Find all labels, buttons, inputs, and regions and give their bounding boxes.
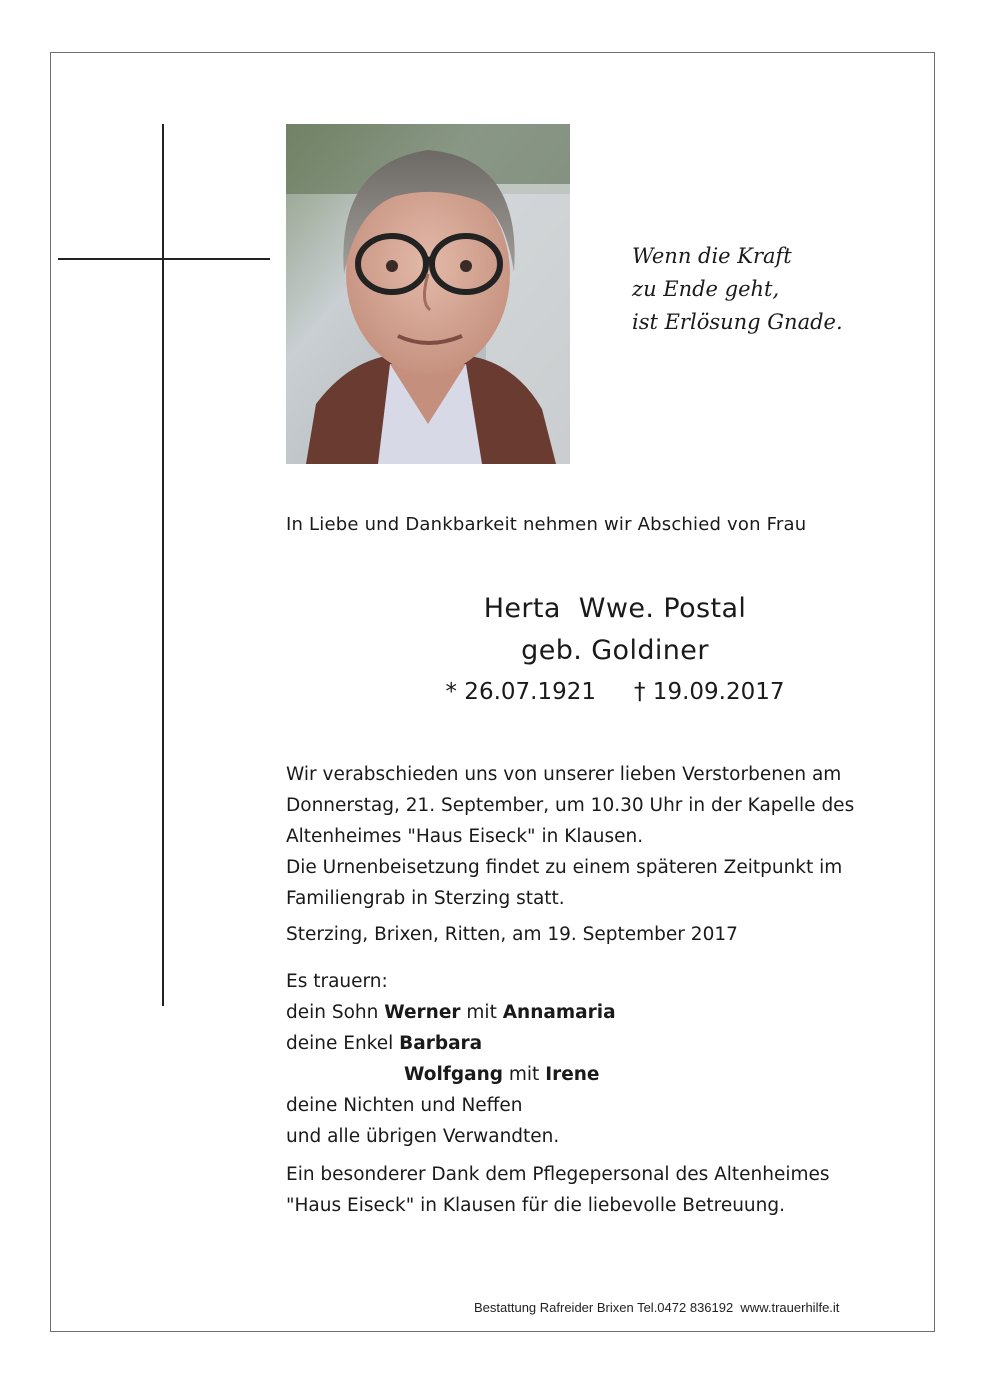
deceased-name: Herta Wwe. Postal bbox=[483, 593, 747, 624]
mourners-list bbox=[286, 966, 616, 1152]
thanks-line: "Haus Eiseck" in Klausen für die liebevolle Betreuung. bbox=[286, 1195, 786, 1216]
cross-vertical-bar bbox=[162, 124, 164, 1006]
mourner-son: dein Sohn Werner mit Annamaria bbox=[286, 1002, 616, 1023]
thanks-line: Ein besonderer Dank dem Pflegepersonal des Altenheimes bbox=[286, 1164, 830, 1185]
deceased-name-block bbox=[380, 588, 850, 710]
funeral-home-footer: Bestattung Rafreider Brixen Tel.0472 836192 www.trauerhilfe.it bbox=[474, 1300, 840, 1315]
announcement-line: Familiengrab in Sterzing statt. bbox=[286, 888, 565, 909]
quote-line: Wenn die Kraft bbox=[632, 244, 792, 268]
quote-line: zu Ende geht, bbox=[632, 277, 780, 301]
announcement-line: Die Urnenbeisetzung findet zu einem späteren Zeitpunkt im bbox=[286, 857, 843, 878]
life-dates bbox=[380, 674, 850, 710]
mourner-grandchild: Wolfgang mit Irene bbox=[404, 1064, 600, 1085]
death-date: † 19.09.2017 bbox=[634, 679, 785, 705]
announcement-line: Wir verabschieden uns von unserer lieben Verstorbenen am bbox=[286, 764, 842, 785]
thanks-text bbox=[286, 1159, 830, 1221]
birth-date: * 26.07.1921 bbox=[445, 679, 596, 705]
portrait-photo bbox=[286, 124, 570, 464]
mourner-grandchild: deine Enkel Barbara bbox=[286, 1033, 483, 1054]
memorial-quote bbox=[632, 240, 922, 339]
intro-text: In Liebe und Dankbarkeit nehmen wir Abschied von Frau bbox=[286, 514, 807, 535]
mourner-relatives: und alle übrigen Verwandten. bbox=[286, 1126, 560, 1147]
maiden-name: geb. Goldiner bbox=[521, 635, 709, 666]
announcement-text bbox=[286, 759, 926, 914]
place-and-date: Sterzing, Brixen, Ritten, am 19. September 2017 bbox=[286, 924, 738, 945]
mourners-heading: Es trauern: bbox=[286, 971, 388, 992]
announcement-line: Altenheimes "Haus Eiseck" in Klausen. bbox=[286, 826, 644, 847]
announcement-line: Donnerstag, 21. September, um 10.30 Uhr in der Kapelle des bbox=[286, 795, 855, 816]
quote-line: ist Erlösung Gnade. bbox=[632, 310, 843, 334]
cross-horizontal-bar bbox=[58, 258, 270, 260]
mourner-nieces: deine Nichten und Neffen bbox=[286, 1095, 523, 1116]
